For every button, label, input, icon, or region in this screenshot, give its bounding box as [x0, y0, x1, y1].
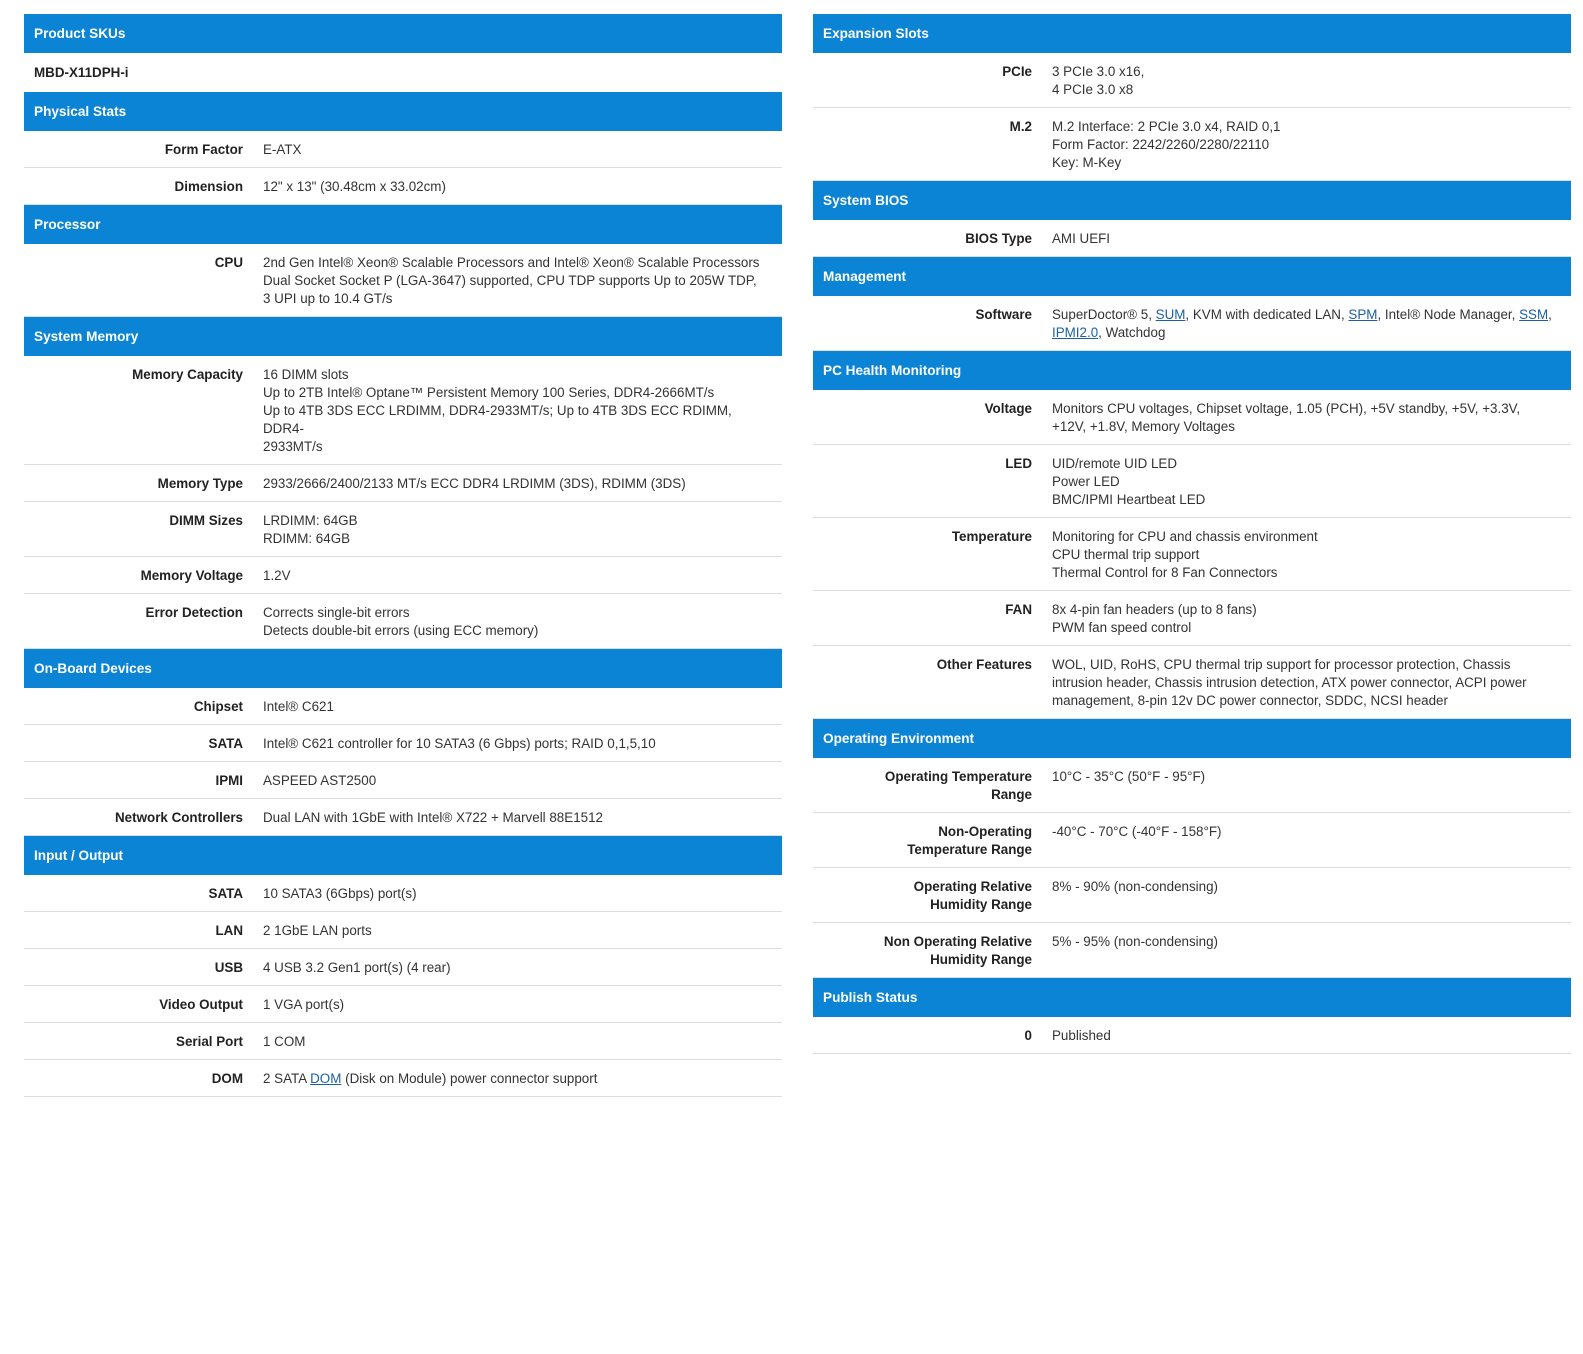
- value-text: ,: [1548, 307, 1552, 322]
- spec-value: [263, 922, 782, 940]
- spec-value-line: 16 DIMM slots: [263, 367, 349, 382]
- spec-row-software: [813, 296, 1571, 351]
- spec-row-serial-port: [24, 1023, 782, 1060]
- spec-value-line: AMI UEFI: [1052, 231, 1111, 246]
- spec-value: [263, 698, 782, 716]
- spec-label: SATA: [208, 886, 243, 901]
- spec-value-line: WOL, UID, RoHS, CPU thermal trip support for processor protection, Chassis: [1052, 657, 1511, 672]
- spec-row-other-features: [813, 646, 1571, 719]
- spec-row-dimm-sizes: [24, 502, 782, 557]
- spec-value-line: Published: [1052, 1028, 1111, 1043]
- spec-row-operating-temperature-range: [813, 758, 1571, 813]
- spec-value: [1052, 933, 1571, 969]
- value-text: , Watchdog: [1098, 325, 1166, 340]
- spec-value-line: 2nd Gen Intel® Xeon® Scalable Processors and Intel® Xeon® Scalable Processors: [263, 255, 760, 270]
- link-ssm[interactable]: SSM: [1519, 307, 1549, 322]
- spec-value-line: 1.2V: [263, 568, 291, 583]
- spec-label: Video Output: [159, 997, 243, 1012]
- spec-value-line: Dual Socket Socket P (LGA-3647) supported, CPU TDP supports Up to 205W TDP,: [263, 273, 757, 288]
- spec-label: BIOS Type: [965, 231, 1032, 246]
- spec-row-ipmi: [24, 762, 782, 799]
- spec-label: Memory Voltage: [140, 568, 243, 583]
- spec-value-line: 2933MT/s: [263, 439, 323, 454]
- spec-value-line: ASPEED AST2500: [263, 773, 377, 788]
- spec-value: [263, 512, 782, 548]
- spec-row-error-detection: [24, 594, 782, 649]
- link-sum[interactable]: SUM: [1155, 307, 1186, 322]
- spec-value-line: 3 PCIe 3.0 x16,: [1052, 64, 1145, 79]
- section-header-system-memory: System Memory: [24, 317, 782, 356]
- spec-label: Software: [975, 307, 1032, 322]
- spec-value: [263, 567, 782, 585]
- section-header-product-skus: Product SKUs: [24, 14, 782, 53]
- section-header-management: Management: [813, 257, 1571, 296]
- spec-value-line: 10 SATA3 (6Gbps) port(s): [263, 886, 417, 901]
- spec-value-line: 8x 4-pin fan headers (up to 8 fans): [1052, 602, 1257, 617]
- spec-row-voltage: [813, 390, 1571, 445]
- spec-row-cpu: [24, 244, 782, 317]
- spec-value-line: Form Factor: 2242/2260/2280/22110: [1052, 137, 1270, 152]
- spec-row-video-output: [24, 986, 782, 1023]
- spec-label: Chipset: [193, 699, 243, 714]
- section-header-expansion-slots: Expansion Slots: [813, 14, 1571, 53]
- spec-row-pcie: [813, 53, 1571, 108]
- spec-value-line: +12V, +1.8V, Memory Voltages: [1052, 419, 1235, 434]
- spec-value-line: 4 PCIe 3.0 x8: [1052, 82, 1134, 97]
- spec-value-line: Intel® C621 controller for 10 SATA3 (6 Gbps) ports; RAID 0,1,5,10: [263, 736, 656, 751]
- spec-value-line: Detects double-bit errors (using ECC memory): [263, 623, 539, 638]
- spec-label: Memory Type: [157, 476, 243, 491]
- spec-value-line: 12" x 13" (30.48cm x 33.02cm): [263, 179, 446, 194]
- spec-value: [263, 178, 782, 196]
- spec-value: [263, 1070, 782, 1088]
- link-spm[interactable]: SPM: [1348, 307, 1378, 322]
- spec-value-line: PWM fan speed control: [1052, 620, 1192, 635]
- spec-value-line: 5% - 95% (non-condensing): [1052, 934, 1218, 949]
- spec-value: [1052, 455, 1571, 509]
- spec-value-line: CPU thermal trip support: [1052, 547, 1200, 562]
- spec-value-line: [1052, 306, 1557, 324]
- spec-value: [263, 1033, 782, 1051]
- section-header-on-board-devices: On-Board Devices: [24, 649, 782, 688]
- section-header-input-output: Input / Output: [24, 836, 782, 875]
- spec-label: Temperature: [951, 529, 1032, 544]
- value-text: 2 SATA: [263, 1071, 311, 1086]
- section-header-pc-health-monitoring: PC Health Monitoring: [813, 351, 1571, 390]
- spec-value-line: -40°C - 70°C (-40°F - 158°F): [1052, 824, 1222, 839]
- spec-row-network-controllers: [24, 799, 782, 836]
- spec-label: PCIe: [1002, 64, 1032, 79]
- value-text: , KVM with dedicated LAN,: [1185, 307, 1349, 322]
- spec-row-dom: [24, 1060, 782, 1097]
- spec-value: [263, 475, 782, 493]
- spec-label: Memory Capacity: [132, 367, 243, 382]
- spec-label: Serial Port: [176, 1034, 243, 1049]
- spec-value-line: [263, 1070, 768, 1088]
- spec-row-memory-type: [24, 465, 782, 502]
- spec-value: [1052, 1027, 1571, 1045]
- section-header-publish-status: Publish Status: [813, 978, 1571, 1017]
- spec-label: Other Features: [936, 657, 1032, 672]
- product-sku: MBD-X11DPH-i: [34, 65, 129, 80]
- spec-label: Operating Relative Humidity Range: [913, 879, 1032, 912]
- spec-row-chipset: [24, 688, 782, 725]
- spec-value-line: 8% - 90% (non-condensing): [1052, 879, 1218, 894]
- spec-value: [1052, 400, 1571, 436]
- spec-value-line: 1 COM: [263, 1034, 306, 1049]
- spec-label: FAN: [1005, 602, 1032, 617]
- spec-label: 0: [1024, 1028, 1032, 1043]
- spec-value: [263, 366, 782, 456]
- spec-label: DIMM Sizes: [169, 513, 243, 528]
- spec-label: LED: [1005, 456, 1032, 471]
- spec-value: [263, 959, 782, 977]
- spec-label: LAN: [215, 923, 243, 938]
- spec-value: [1052, 768, 1571, 804]
- spec-value: [1052, 528, 1571, 582]
- spec-label: DOM: [211, 1071, 243, 1086]
- spec-value: [263, 772, 782, 790]
- spec-row-operating-relative-humidity-range: [813, 868, 1571, 923]
- spec-value-line: Monitors CPU voltages, Chipset voltage, 1.05 (PCH), +5V standby, +5V, +3.3V,: [1052, 401, 1521, 416]
- spec-value-line: intrusion header, Chassis intrusion detection, ATX power connector, ACPI power: [1052, 675, 1527, 690]
- value-text: (Disk on Module) power connector support: [341, 1071, 598, 1086]
- spec-value: [263, 735, 782, 753]
- spec-value-line: 1 VGA port(s): [263, 997, 345, 1012]
- spec-value-line: 10°C - 35°C (50°F - 95°F): [1052, 769, 1206, 784]
- spec-value-line: Monitoring for CPU and chassis environment: [1052, 529, 1318, 544]
- spec-row-form-factor: [24, 131, 782, 168]
- spec-row-m-2: [813, 108, 1571, 181]
- spec-value-line: BMC/IPMI Heartbeat LED: [1052, 492, 1206, 507]
- spec-label: Operating Temperature Range: [884, 769, 1032, 802]
- spec-value: [263, 604, 782, 640]
- section-header-processor: Processor: [24, 205, 782, 244]
- spec-value-line: Power LED: [1052, 474, 1120, 489]
- spec-value-line: Dual LAN with 1GbE with Intel® X722 + Marvell 88E1512: [263, 810, 603, 825]
- spec-value: [1052, 823, 1571, 859]
- link-ipmi2-0[interactable]: IPMI2.0: [1052, 325, 1099, 340]
- spec-label: SATA: [208, 736, 243, 751]
- spec-label: M.2: [1009, 119, 1032, 134]
- spec-value: [1052, 878, 1571, 914]
- spec-value: [1052, 656, 1571, 710]
- spec-value-line: 4 USB 3.2 Gen1 port(s) (4 rear): [263, 960, 451, 975]
- spec-value-line: LRDIMM: 64GB: [263, 513, 358, 528]
- spec-value-line: management, 8-pin 12v DC power connector, SDDC, NCSI header: [1052, 693, 1448, 708]
- spec-value-line: M.2 Interface: 2 PCIe 3.0 x4, RAID 0,1: [1052, 119, 1281, 134]
- spec-value-line: Intel® C621: [263, 699, 334, 714]
- link-dom[interactable]: DOM: [310, 1071, 342, 1086]
- spec-row-non-operating-relative-humidity-range: [813, 923, 1571, 978]
- spec-row-usb: [24, 949, 782, 986]
- spec-row-sata: [24, 875, 782, 912]
- section-header-operating-environment: Operating Environment: [813, 719, 1571, 758]
- spec-value: [1052, 63, 1571, 99]
- spec-row-led: [813, 445, 1571, 518]
- spec-value-line: Up to 4TB 3DS ECC LRDIMM, DDR4-2933MT/s; Up to 4TB 3DS ECC RDIMM, DDR4-: [263, 403, 732, 436]
- value-text: , Intel® Node Manager,: [1377, 307, 1520, 322]
- spec-row-memory-capacity: [24, 356, 782, 465]
- spec-label: Non-Operating Temperature Range: [907, 824, 1032, 857]
- right-spec-column: [813, 14, 1571, 1054]
- spec-label: USB: [214, 960, 243, 975]
- section-header-system-bios: System BIOS: [813, 181, 1571, 220]
- spec-row-non-operating-temperature-range: [813, 813, 1571, 868]
- spec-value: [263, 885, 782, 903]
- spec-value: [263, 996, 782, 1014]
- spec-value: [263, 809, 782, 827]
- spec-value-line: UID/remote UID LED: [1052, 456, 1178, 471]
- spec-value-line: 2 1GbE LAN ports: [263, 923, 372, 938]
- spec-value-line: 2933/2666/2400/2133 MT/s ECC DDR4 LRDIMM (3DS), RDIMM (3DS): [263, 476, 686, 491]
- spec-label: Error Detection: [145, 605, 243, 620]
- spec-row-memory-voltage: [24, 557, 782, 594]
- spec-value: [1052, 601, 1571, 637]
- spec-label: IPMI: [215, 773, 243, 788]
- spec-value-line: RDIMM: 64GB: [263, 531, 351, 546]
- spec-row-dimension: [24, 168, 782, 205]
- spec-row-fan: [813, 591, 1571, 646]
- spec-label: Voltage: [984, 401, 1032, 416]
- spec-value: [263, 254, 782, 308]
- spec-label: Non Operating Relative Humidity Range: [883, 934, 1032, 967]
- spec-value: [1052, 118, 1571, 172]
- spec-value: [1052, 306, 1571, 342]
- spec-value-line: E-ATX: [263, 142, 302, 157]
- spec-row-sata: [24, 725, 782, 762]
- spec-value: [1052, 230, 1571, 248]
- spec-row-lan: [24, 912, 782, 949]
- spec-value: [263, 141, 782, 159]
- spec-value-line: 3 UPI up to 10.4 GT/s: [263, 291, 393, 306]
- spec-row-0: [813, 1017, 1571, 1054]
- spec-value-line: [1052, 324, 1557, 342]
- section-header-physical-stats: Physical Stats: [24, 92, 782, 131]
- spec-value-line: Thermal Control for 8 Fan Connectors: [1052, 565, 1278, 580]
- left-spec-column: [24, 14, 782, 1097]
- spec-value-line: Corrects single-bit errors: [263, 605, 410, 620]
- spec-row-temperature: [813, 518, 1571, 591]
- spec-label: Form Factor: [164, 142, 243, 157]
- spec-row-bios-type: [813, 220, 1571, 257]
- spec-value-line: Key: M-Key: [1052, 155, 1122, 170]
- spec-label: Network Controllers: [115, 810, 243, 825]
- value-text: SuperDoctor® 5,: [1052, 307, 1156, 322]
- spec-label: CPU: [214, 255, 243, 270]
- spec-value-line: Up to 2TB Intel® Optane™ Persistent Memory 100 Series, DDR4-2666MT/s: [263, 385, 715, 400]
- spec-label: Dimension: [174, 179, 243, 194]
